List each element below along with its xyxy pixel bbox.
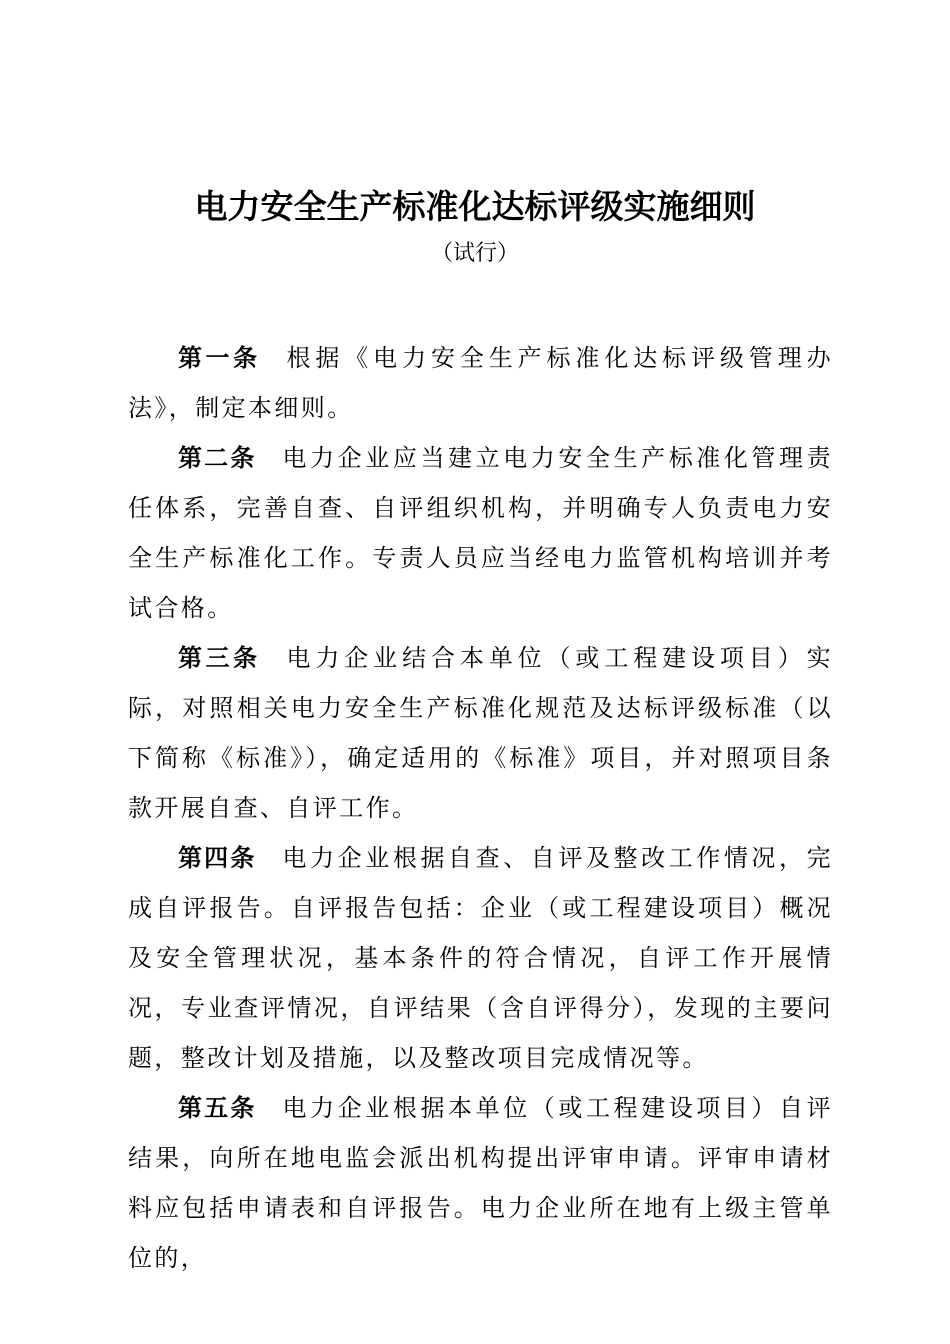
article-1-text: 根据《电力安全生产标准化达标评级管理办法》，制定本细则。 — [128, 344, 833, 422]
article-5-text: 电力企业根据本单位（或工程建设项目）自评结果，向所在地电监会派出机构提出评审申请。评审申请材料应包括申请表和自评报告。电力企业所在地有上级主管单位的， — [128, 1094, 833, 1272]
document-subtitle: （试行） — [430, 241, 519, 266]
article-1 — [128, 333, 833, 433]
article-3-label: 第三条 — [178, 644, 261, 672]
article-3 — [128, 633, 833, 833]
article-4 — [128, 833, 833, 1083]
article-4-label: 第四条 — [178, 844, 257, 872]
article-5-label: 第五条 — [178, 1094, 257, 1122]
article-5 — [128, 1083, 833, 1283]
document-title: 电力安全生产标准化达标评级实施细则 — [194, 187, 756, 226]
article-2-label: 第二条 — [178, 444, 257, 472]
document-body — [128, 333, 833, 1283]
article-2-text: 电力企业应当建立电力安全生产标准化管理责任体系，完善自查、自评组织机构，并明确专人负责电力安全生产标准化工作。专责人员应当经电力监管机构培训并考试合格。 — [128, 444, 833, 622]
article-3-text: 电力企业结合本单位（或工程建设项目）实际，对照相关电力安全生产标准化规范及达标评级标准（以下简称《标准》），确定适用的《标准》项目，并对照项目条款开展自查、自评工作。 — [128, 644, 833, 822]
article-1-label: 第一条 — [178, 344, 261, 372]
article-4-text: 电力企业根据自查、自评及整改工作情况，完成自评报告。自评报告包括：企业（或工程建设项目）概况及安全管理状况，基本条件的符合情况，自评工作开展情况，专业查评情况，自评结果（含自评得分），发现的主要问题，整改计划及措施，以及整改项目完成情况等。 — [128, 844, 833, 1072]
article-2 — [128, 433, 833, 633]
